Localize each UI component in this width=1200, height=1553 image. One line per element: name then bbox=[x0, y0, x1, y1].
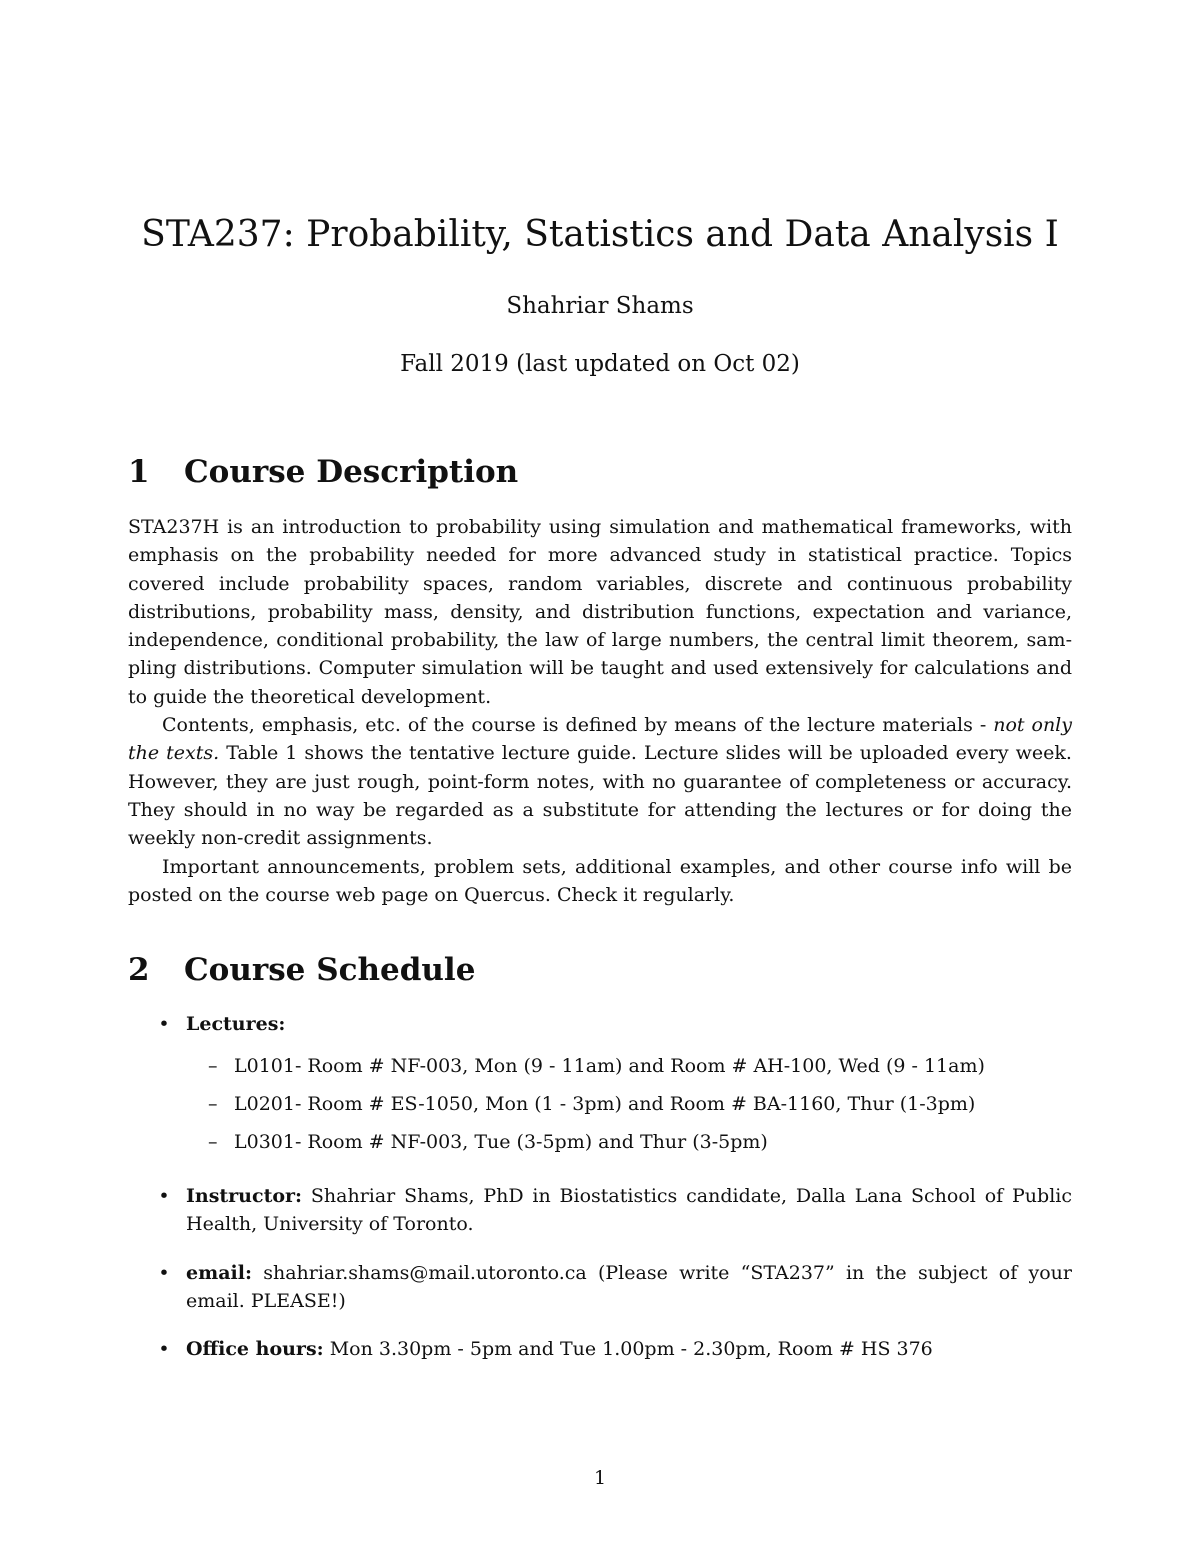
description-paragraph-1: STA237H is an introduction to probability using simulation and mathematical frameworks, with emphasis on the probability needed for more advanced study in statistical practice. Topics covered include probability spaces, random variables, discrete and continuous probability distributions, probability mass, density, and distribution functions, expectation and variance, independence, conditional probability, the law of large numbers, the central limit theorem, sampling distributions. Computer simulation will be taught and used extensively for calculations and to guide the theoretical development. bbox=[128, 516, 1072, 708]
course-description-body bbox=[128, 513, 1072, 909]
section-title: Course Description bbox=[184, 454, 519, 490]
description-paragraph-2 bbox=[128, 711, 1072, 852]
office-hours-label: Office hours: bbox=[186, 1338, 324, 1361]
lecture-section-item bbox=[186, 1128, 1072, 1156]
schedule-item-office-hours bbox=[128, 1335, 1072, 1363]
bullet-icon: • bbox=[158, 1261, 170, 1284]
lecture-section-text: L0101- Room # NF-003, Mon (9 - 11am) and Room # AH-100, Wed (9 - 11am) bbox=[234, 1055, 985, 1078]
bullet-icon: • bbox=[158, 1013, 170, 1035]
paragraph-2-start: Contents, emphasis, etc. of the course is defined by means of the lecture materials - bbox=[162, 714, 994, 737]
instructor-label: Instructor: bbox=[186, 1185, 303, 1208]
lectures-label: Lectures: bbox=[186, 1013, 286, 1035]
lecture-sections-list bbox=[186, 1052, 1072, 1156]
section-heading-course-schedule bbox=[128, 950, 1078, 990]
email-label: email: bbox=[186, 1261, 252, 1284]
dash-icon: – bbox=[208, 1130, 218, 1153]
page-number: 1 bbox=[593, 1467, 607, 1489]
paragraph-2-emphasis: not only the texts. bbox=[128, 714, 1072, 765]
email-text: shahriar.shams@mail.utoronto.ca (Please write “STA237” in the subject of your email. PLEASE!) bbox=[186, 1261, 1072, 1313]
schedule-item-instructor bbox=[128, 1182, 1072, 1239]
document-date: Fall 2019 (last updated on Oct 02) bbox=[400, 351, 800, 377]
schedule-list bbox=[128, 1010, 1072, 1384]
document-author: Shahriar Shams bbox=[506, 293, 694, 319]
bullet-icon: • bbox=[158, 1338, 170, 1361]
bullet-icon: • bbox=[158, 1185, 170, 1208]
description-paragraph-3: Important announcements, problem sets, additional examples, and other course info will be posted on the course web page on Quercus. Check it regularly. bbox=[128, 855, 1072, 906]
paragraph-2-end: Table 1 shows the tentative lecture guide. Lecture slides will be uploaded every week. However, they are just rough, point-form notes, with no guarantee of completeness or accuracy. They should in no way be regarded as a substitute for attending the lectures or for doing the weekly non-credit assignments. bbox=[128, 742, 1072, 850]
section-number: 1 bbox=[128, 454, 150, 490]
lecture-section-item bbox=[186, 1090, 1072, 1118]
schedule-item-email bbox=[128, 1259, 1072, 1316]
instructor-text: Shahriar Shams, PhD in Biostatistics candidate, Dalla Lana School of Public Health, University of Toronto. bbox=[186, 1185, 1072, 1236]
dash-icon: – bbox=[208, 1055, 218, 1078]
section-heading-course-description bbox=[128, 452, 1078, 492]
lecture-section-text: L0301- Room # NF-003, Tue (3-5pm) and Thur (3-5pm) bbox=[234, 1130, 768, 1153]
lecture-section-text: L0201- Room # ES-1050, Mon (1 - 3pm) and Room # BA-1160, Thur (1-3pm) bbox=[234, 1093, 976, 1116]
lecture-section-item bbox=[186, 1052, 1072, 1080]
office-hours-text: Mon 3.30pm - 5pm and Tue 1.00pm - 2.30pm, Room # HS 376 bbox=[323, 1338, 933, 1361]
section-number: 2 bbox=[128, 952, 150, 988]
document-title: STA237: Probability, Statistics and Data Analysis I bbox=[141, 214, 1059, 255]
section-title: Course Schedule bbox=[184, 952, 476, 988]
dash-icon: – bbox=[208, 1093, 218, 1116]
schedule-item-lectures bbox=[128, 1010, 1072, 1156]
